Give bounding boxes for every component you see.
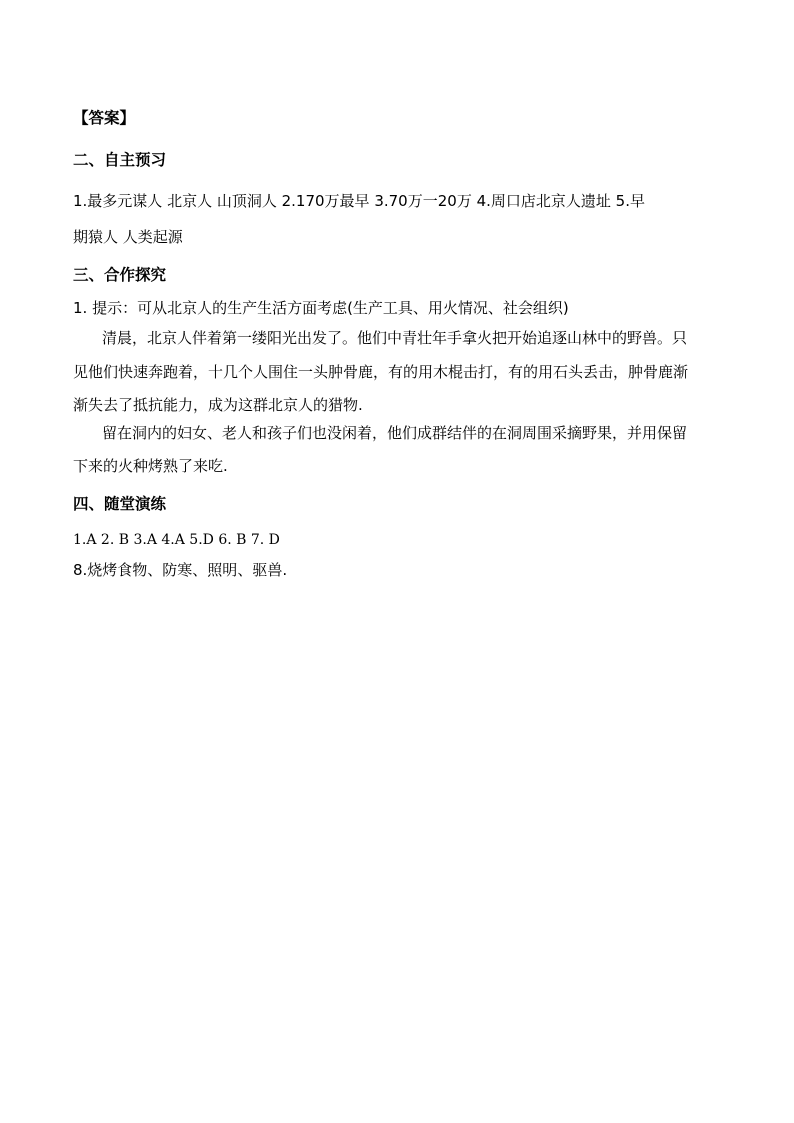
- section-heading-cooperate: 三、合作探究: [73, 266, 167, 284]
- cooperate-paragraph-1-line-1: 清晨，北京人伴着第一缕阳光出发了。他们中青壮年手拿火把开始追逐山林中的野兽。只: [102, 329, 688, 347]
- preview-answer-line-2: 期猿人 人类起源: [73, 228, 183, 246]
- cooperate-paragraph-1-line-2: 见他们快速奔跑着，十几个人围住一头肿骨鹿，有的用木棍击打，有的用石头丢击，肿骨鹿渐: [73, 363, 689, 381]
- cooperate-paragraph-1-line-3: 渐失去了抵抗能力，成为这群北京人的猎物.: [73, 396, 363, 414]
- cooperate-hint: 1. 提示：可从北京人的生产生活方面考虑(生产工具、用火情况、社会组织): [73, 299, 569, 317]
- section-heading-practice: 四、随堂演练: [73, 495, 167, 513]
- answer-title: 【答案】: [73, 109, 136, 127]
- preview-answer-line-1: 1.最多元谋人 北京人 山顶洞人 2.170万最早 3.70万一20万 4.周口店北京人遗址 5.早: [73, 192, 645, 210]
- practice-answer-8: 8.烧烤食物、防寒、照明、驱兽.: [73, 561, 288, 579]
- section-heading-preview: 二、自主预习: [73, 151, 167, 169]
- cooperate-paragraph-2-line-1: 留在洞内的妇女、老人和孩子们也没闲着，他们成群结伴的在洞周围采摘野果，并用保留: [102, 424, 688, 442]
- cooperate-paragraph-2-line-2: 下来的火种烤熟了来吃.: [73, 457, 228, 475]
- practice-answers-1-7: 1.A 2. B 3.A 4.A 5.D 6. B 7. D: [73, 532, 280, 548]
